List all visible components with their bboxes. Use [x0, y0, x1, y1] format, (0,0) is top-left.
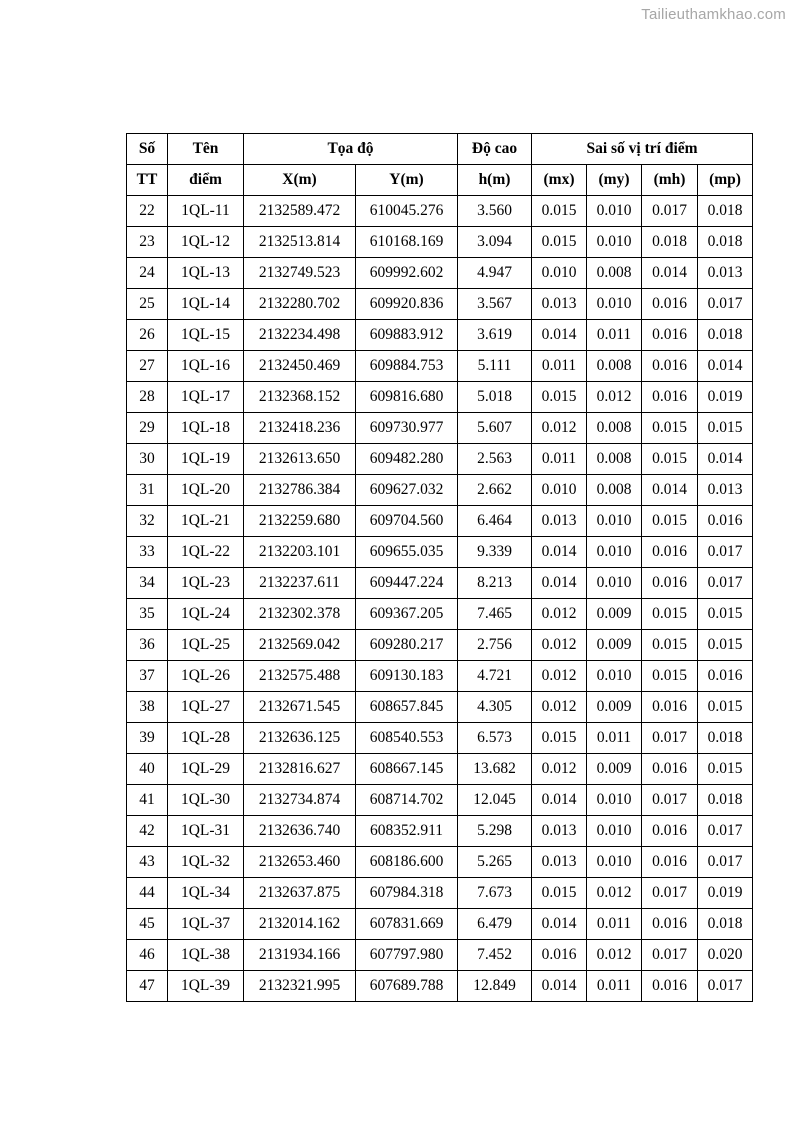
cell-mx: 0.015 — [532, 723, 587, 754]
cell-h: 5.018 — [458, 382, 532, 413]
cell-point-name: 1QL-34 — [168, 878, 244, 909]
cell-stt: 46 — [127, 940, 168, 971]
cell-h: 4.305 — [458, 692, 532, 723]
table-row — [127, 382, 753, 413]
cell-point-name: 1QL-17 — [168, 382, 244, 413]
cell-point-name: 1QL-38 — [168, 940, 244, 971]
cell-mh: 0.016 — [642, 568, 698, 599]
cell-point-name: 1QL-28 — [168, 723, 244, 754]
cell-y: 609730.977 — [356, 413, 458, 444]
cell-mp: 0.018 — [698, 196, 753, 227]
cell-point-name: 1QL-32 — [168, 847, 244, 878]
header-mh: (mh) — [642, 165, 698, 196]
cell-h: 5.265 — [458, 847, 532, 878]
cell-stt: 47 — [127, 971, 168, 1002]
cell-x: 2132014.162 — [244, 909, 356, 940]
cell-mp: 0.015 — [698, 692, 753, 723]
cell-x: 2132637.875 — [244, 878, 356, 909]
cell-stt: 38 — [127, 692, 168, 723]
cell-y: 607984.318 — [356, 878, 458, 909]
cell-my: 0.010 — [587, 847, 642, 878]
cell-mh: 0.016 — [642, 351, 698, 382]
cell-x: 2132513.814 — [244, 227, 356, 258]
cell-stt: 33 — [127, 537, 168, 568]
table-row — [127, 258, 753, 289]
cell-x: 2132368.152 — [244, 382, 356, 413]
cell-mh: 0.016 — [642, 320, 698, 351]
cell-y: 607797.980 — [356, 940, 458, 971]
cell-mh: 0.016 — [642, 692, 698, 723]
cell-my: 0.010 — [587, 289, 642, 320]
table-row — [127, 785, 753, 816]
cell-y: 609992.602 — [356, 258, 458, 289]
cell-mh: 0.017 — [642, 878, 698, 909]
cell-mp: 0.016 — [698, 661, 753, 692]
cell-mp: 0.014 — [698, 351, 753, 382]
cell-x: 2132636.125 — [244, 723, 356, 754]
cell-stt: 22 — [127, 196, 168, 227]
table-header — [127, 134, 753, 196]
cell-mx: 0.015 — [532, 382, 587, 413]
cell-stt: 30 — [127, 444, 168, 475]
cell-mx: 0.013 — [532, 506, 587, 537]
table-row — [127, 413, 753, 444]
cell-y: 609130.183 — [356, 661, 458, 692]
cell-mh: 0.017 — [642, 940, 698, 971]
cell-x: 2132575.488 — [244, 661, 356, 692]
cell-mh: 0.017 — [642, 785, 698, 816]
cell-mx: 0.011 — [532, 444, 587, 475]
cell-stt: 36 — [127, 630, 168, 661]
header-so: Số — [127, 134, 168, 165]
table-row — [127, 692, 753, 723]
cell-mh: 0.017 — [642, 196, 698, 227]
cell-y: 609280.217 — [356, 630, 458, 661]
cell-h: 12.045 — [458, 785, 532, 816]
cell-mp: 0.016 — [698, 506, 753, 537]
table-row — [127, 754, 753, 785]
cell-y: 609883.912 — [356, 320, 458, 351]
cell-x: 2132636.740 — [244, 816, 356, 847]
cell-h: 2.756 — [458, 630, 532, 661]
header-do-cao: Độ cao — [458, 134, 532, 165]
table-row — [127, 227, 753, 258]
cell-x: 2131934.166 — [244, 940, 356, 971]
cell-y: 610045.276 — [356, 196, 458, 227]
cell-point-name: 1QL-24 — [168, 599, 244, 630]
cell-mp: 0.019 — [698, 382, 753, 413]
cell-point-name: 1QL-37 — [168, 909, 244, 940]
cell-mx: 0.012 — [532, 661, 587, 692]
cell-stt: 32 — [127, 506, 168, 537]
cell-h: 7.465 — [458, 599, 532, 630]
cell-mh: 0.015 — [642, 630, 698, 661]
cell-my: 0.010 — [587, 661, 642, 692]
cell-mp: 0.017 — [698, 847, 753, 878]
cell-mh: 0.014 — [642, 475, 698, 506]
cell-point-name: 1QL-23 — [168, 568, 244, 599]
header-tt: TT — [127, 165, 168, 196]
cell-mx: 0.010 — [532, 258, 587, 289]
cell-my: 0.008 — [587, 351, 642, 382]
header-x: X(m) — [244, 165, 356, 196]
header-row-top — [127, 134, 753, 165]
cell-point-name: 1QL-22 — [168, 537, 244, 568]
header-y: Y(m) — [356, 165, 458, 196]
cell-mh: 0.016 — [642, 289, 698, 320]
cell-y: 609655.035 — [356, 537, 458, 568]
cell-mp: 0.017 — [698, 289, 753, 320]
cell-stt: 41 — [127, 785, 168, 816]
cell-mx: 0.014 — [532, 785, 587, 816]
cell-y: 609367.205 — [356, 599, 458, 630]
cell-mh: 0.018 — [642, 227, 698, 258]
cell-stt: 29 — [127, 413, 168, 444]
cell-my: 0.008 — [587, 258, 642, 289]
cell-x: 2132749.523 — [244, 258, 356, 289]
cell-mp: 0.018 — [698, 909, 753, 940]
cell-x: 2132234.498 — [244, 320, 356, 351]
cell-x: 2132671.545 — [244, 692, 356, 723]
cell-my: 0.010 — [587, 506, 642, 537]
cell-mp: 0.018 — [698, 785, 753, 816]
cell-my: 0.008 — [587, 475, 642, 506]
cell-stt: 39 — [127, 723, 168, 754]
cell-mp: 0.013 — [698, 258, 753, 289]
cell-my: 0.010 — [587, 568, 642, 599]
cell-point-name: 1QL-11 — [168, 196, 244, 227]
cell-h: 5.111 — [458, 351, 532, 382]
header-row-bottom — [127, 165, 753, 196]
cell-y: 609884.753 — [356, 351, 458, 382]
table-row — [127, 878, 753, 909]
cell-stt: 35 — [127, 599, 168, 630]
cell-my: 0.009 — [587, 692, 642, 723]
cell-x: 2132816.627 — [244, 754, 356, 785]
cell-stt: 44 — [127, 878, 168, 909]
cell-mx: 0.012 — [532, 692, 587, 723]
cell-mp: 0.018 — [698, 227, 753, 258]
table-row — [127, 444, 753, 475]
cell-mp: 0.018 — [698, 320, 753, 351]
cell-mp: 0.015 — [698, 599, 753, 630]
header-mp: (mp) — [698, 165, 753, 196]
cell-point-name: 1QL-30 — [168, 785, 244, 816]
cell-mx: 0.014 — [532, 909, 587, 940]
cell-x: 2132321.995 — [244, 971, 356, 1002]
table-row — [127, 971, 753, 1002]
cell-point-name: 1QL-14 — [168, 289, 244, 320]
cell-mx: 0.013 — [532, 289, 587, 320]
table-row — [127, 847, 753, 878]
cell-stt: 31 — [127, 475, 168, 506]
cell-mx: 0.012 — [532, 630, 587, 661]
table-row — [127, 320, 753, 351]
cell-h: 8.213 — [458, 568, 532, 599]
cell-x: 2132280.702 — [244, 289, 356, 320]
header-h: h(m) — [458, 165, 532, 196]
cell-h: 6.479 — [458, 909, 532, 940]
cell-h: 13.682 — [458, 754, 532, 785]
cell-point-name: 1QL-27 — [168, 692, 244, 723]
header-my: (my) — [587, 165, 642, 196]
cell-mx: 0.013 — [532, 847, 587, 878]
cell-mx: 0.014 — [532, 568, 587, 599]
cell-stt: 34 — [127, 568, 168, 599]
cell-x: 2132450.469 — [244, 351, 356, 382]
cell-point-name: 1QL-31 — [168, 816, 244, 847]
cell-my: 0.012 — [587, 382, 642, 413]
cell-mp: 0.015 — [698, 413, 753, 444]
table-row — [127, 289, 753, 320]
cell-point-name: 1QL-20 — [168, 475, 244, 506]
cell-mh: 0.016 — [642, 537, 698, 568]
header-toa-do: Tọa độ — [244, 134, 458, 165]
cell-x: 2132418.236 — [244, 413, 356, 444]
cell-mx: 0.014 — [532, 320, 587, 351]
cell-mp: 0.015 — [698, 754, 753, 785]
cell-mx: 0.012 — [532, 413, 587, 444]
cell-point-name: 1QL-26 — [168, 661, 244, 692]
cell-my: 0.010 — [587, 196, 642, 227]
cell-mx: 0.014 — [532, 971, 587, 1002]
cell-x: 2132613.650 — [244, 444, 356, 475]
cell-point-name: 1QL-12 — [168, 227, 244, 258]
table-row — [127, 909, 753, 940]
table-body — [127, 196, 753, 1002]
cell-mh: 0.016 — [642, 754, 698, 785]
cell-stt: 28 — [127, 382, 168, 413]
cell-h: 4.721 — [458, 661, 532, 692]
table-row — [127, 475, 753, 506]
cell-x: 2132259.680 — [244, 506, 356, 537]
cell-y: 609627.032 — [356, 475, 458, 506]
cell-mh: 0.015 — [642, 599, 698, 630]
coordinate-table — [126, 133, 753, 1002]
cell-y: 608657.845 — [356, 692, 458, 723]
cell-my: 0.008 — [587, 413, 642, 444]
cell-my: 0.012 — [587, 878, 642, 909]
cell-mx: 0.012 — [532, 599, 587, 630]
cell-y: 608667.145 — [356, 754, 458, 785]
cell-point-name: 1QL-13 — [168, 258, 244, 289]
cell-mh: 0.017 — [642, 723, 698, 754]
table-row — [127, 537, 753, 568]
table-row — [127, 196, 753, 227]
cell-my: 0.009 — [587, 630, 642, 661]
cell-mp: 0.017 — [698, 971, 753, 1002]
cell-h: 3.560 — [458, 196, 532, 227]
cell-y: 609920.836 — [356, 289, 458, 320]
cell-y: 608714.702 — [356, 785, 458, 816]
cell-x: 2132302.378 — [244, 599, 356, 630]
table-row — [127, 940, 753, 971]
cell-point-name: 1QL-21 — [168, 506, 244, 537]
cell-my: 0.009 — [587, 599, 642, 630]
cell-point-name: 1QL-18 — [168, 413, 244, 444]
cell-stt: 43 — [127, 847, 168, 878]
cell-y: 607831.669 — [356, 909, 458, 940]
cell-mh: 0.016 — [642, 909, 698, 940]
table-row — [127, 506, 753, 537]
cell-h: 7.452 — [458, 940, 532, 971]
cell-mx: 0.010 — [532, 475, 587, 506]
cell-mp: 0.018 — [698, 723, 753, 754]
cell-y: 608186.600 — [356, 847, 458, 878]
cell-mx: 0.016 — [532, 940, 587, 971]
cell-h: 12.849 — [458, 971, 532, 1002]
cell-my: 0.011 — [587, 971, 642, 1002]
cell-y: 609482.280 — [356, 444, 458, 475]
cell-my: 0.008 — [587, 444, 642, 475]
cell-stt: 27 — [127, 351, 168, 382]
cell-y: 610168.169 — [356, 227, 458, 258]
cell-stt: 26 — [127, 320, 168, 351]
cell-mh: 0.016 — [642, 971, 698, 1002]
cell-mh: 0.016 — [642, 847, 698, 878]
cell-point-name: 1QL-16 — [168, 351, 244, 382]
cell-mp: 0.017 — [698, 568, 753, 599]
cell-mx: 0.011 — [532, 351, 587, 382]
cell-my: 0.011 — [587, 909, 642, 940]
header-sai-so: Sai số vị trí điểm — [532, 134, 753, 165]
cell-mx: 0.015 — [532, 878, 587, 909]
cell-point-name: 1QL-39 — [168, 971, 244, 1002]
cell-y: 609447.224 — [356, 568, 458, 599]
cell-mp: 0.017 — [698, 816, 753, 847]
cell-stt: 45 — [127, 909, 168, 940]
cell-h: 6.573 — [458, 723, 532, 754]
cell-stt: 37 — [127, 661, 168, 692]
cell-mp: 0.019 — [698, 878, 753, 909]
cell-point-name: 1QL-19 — [168, 444, 244, 475]
cell-y: 608352.911 — [356, 816, 458, 847]
cell-point-name: 1QL-29 — [168, 754, 244, 785]
cell-mp: 0.017 — [698, 537, 753, 568]
cell-mx: 0.012 — [532, 754, 587, 785]
cell-stt: 42 — [127, 816, 168, 847]
cell-mp: 0.013 — [698, 475, 753, 506]
cell-mp: 0.020 — [698, 940, 753, 971]
cell-mh: 0.015 — [642, 661, 698, 692]
cell-mp: 0.015 — [698, 630, 753, 661]
cell-h: 2.662 — [458, 475, 532, 506]
cell-h: 5.607 — [458, 413, 532, 444]
cell-stt: 23 — [127, 227, 168, 258]
cell-h: 4.947 — [458, 258, 532, 289]
cell-my: 0.010 — [587, 537, 642, 568]
cell-h: 9.339 — [458, 537, 532, 568]
header-ten: Tên — [168, 134, 244, 165]
cell-h: 3.567 — [458, 289, 532, 320]
cell-mh: 0.016 — [642, 382, 698, 413]
watermark-text: Tailieuthamkhao.com — [641, 6, 786, 23]
cell-y: 609816.680 — [356, 382, 458, 413]
cell-y: 607689.788 — [356, 971, 458, 1002]
cell-stt: 24 — [127, 258, 168, 289]
cell-x: 2132653.460 — [244, 847, 356, 878]
cell-my: 0.010 — [587, 785, 642, 816]
cell-h: 3.619 — [458, 320, 532, 351]
table-row — [127, 661, 753, 692]
cell-x: 2132786.384 — [244, 475, 356, 506]
cell-x: 2132569.042 — [244, 630, 356, 661]
cell-h: 3.094 — [458, 227, 532, 258]
cell-x: 2132589.472 — [244, 196, 356, 227]
cell-h: 2.563 — [458, 444, 532, 475]
cell-h: 7.673 — [458, 878, 532, 909]
cell-x: 2132203.101 — [244, 537, 356, 568]
header-diem: điểm — [168, 165, 244, 196]
table-row — [127, 351, 753, 382]
cell-mh: 0.015 — [642, 413, 698, 444]
cell-x: 2132237.611 — [244, 568, 356, 599]
cell-x: 2132734.874 — [244, 785, 356, 816]
cell-stt: 40 — [127, 754, 168, 785]
cell-y: 609704.560 — [356, 506, 458, 537]
cell-mh: 0.015 — [642, 444, 698, 475]
cell-mx: 0.014 — [532, 537, 587, 568]
table-row — [127, 816, 753, 847]
cell-mh: 0.016 — [642, 816, 698, 847]
table-row — [127, 723, 753, 754]
cell-mh: 0.015 — [642, 506, 698, 537]
cell-mx: 0.015 — [532, 196, 587, 227]
cell-mx: 0.013 — [532, 816, 587, 847]
table-row — [127, 599, 753, 630]
cell-y: 608540.553 — [356, 723, 458, 754]
cell-h: 6.464 — [458, 506, 532, 537]
cell-point-name: 1QL-15 — [168, 320, 244, 351]
cell-h: 5.298 — [458, 816, 532, 847]
cell-my: 0.010 — [587, 816, 642, 847]
cell-my: 0.010 — [587, 227, 642, 258]
cell-my: 0.012 — [587, 940, 642, 971]
cell-stt: 25 — [127, 289, 168, 320]
cell-mx: 0.015 — [532, 227, 587, 258]
table-row — [127, 568, 753, 599]
header-mx: (mx) — [532, 165, 587, 196]
cell-my: 0.011 — [587, 320, 642, 351]
table-row — [127, 630, 753, 661]
cell-mh: 0.014 — [642, 258, 698, 289]
cell-my: 0.011 — [587, 723, 642, 754]
cell-point-name: 1QL-25 — [168, 630, 244, 661]
cell-my: 0.009 — [587, 754, 642, 785]
cell-mp: 0.014 — [698, 444, 753, 475]
